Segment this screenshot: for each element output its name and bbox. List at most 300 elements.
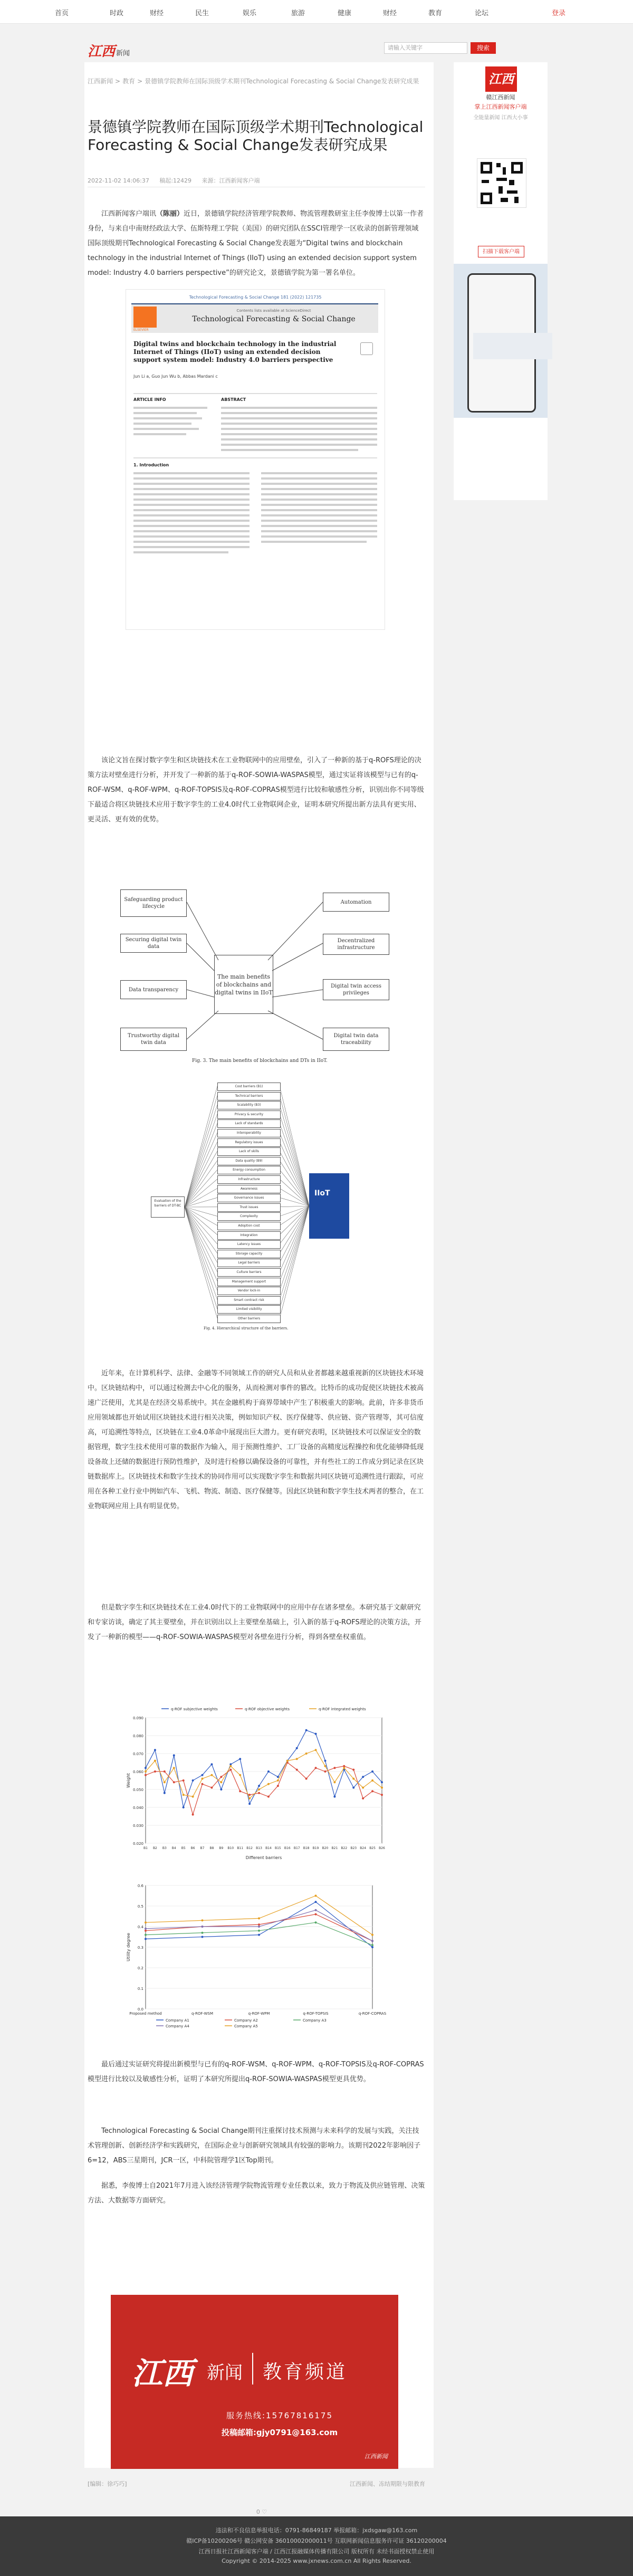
data-point [192,1779,194,1782]
data-point [381,1794,383,1796]
breadcrumb-current: 景德镇学院教师在国际顶级学术期刊Technological Forecasting & Social Change发表研究成果 [145,78,419,85]
nav-item[interactable]: 健康 [338,9,352,17]
hierarchy-barrier-box: Trust issues [217,1203,281,1212]
data-point [371,1944,373,1946]
data-point [202,1774,204,1776]
x-tick-label: B5 [181,1846,186,1850]
legend-entry: Company A2 [234,2018,258,2023]
data-point [315,1749,317,1751]
data-point [145,1770,147,1773]
hierarchy-barrier-box: Integration [217,1231,281,1240]
paragraph-4: 但是数字孪生和区块链技术在工业4.0时代下的工业物联网中的应用中存在诸多壁垒。本研究基于文献研究和专家访谈，确定了其主要壁垒，并在识别出以上主要壁垒基础上，引入新的基于q-ROFS理论的决策方法，开发了一种新的模型——q-ROF-SOWIA-WASPAS模型对各壁垒进行分析，得到各壁垒权重值。 [88,1604,421,1641]
x-tick-label: B22 [341,1846,348,1850]
heart-icon: ♡ [262,2508,267,2515]
data-point [210,1763,213,1765]
legend-entry: q-ROF subjective weights [171,1707,218,1711]
x-tick-label: q-ROF-TOPSIS [303,2012,329,2016]
article-footer [88,2479,425,2488]
banner-watermark: 江西新闻 [365,2453,388,2460]
data-point [362,1787,364,1789]
x-tick-label: B26 [379,1846,385,1850]
data-point [371,1770,373,1773]
paper-intro-heading: 1. Introduction [133,463,169,467]
x-tick-label: B6 [190,1846,195,1850]
data-point [267,1770,270,1773]
iiot-label: IIoT [314,1189,330,1198]
hierarchy-root: Evaluation of the barriers of DT-BC [151,1196,185,1218]
data-point [267,1783,270,1785]
y-tick-label: 0.050 [132,1788,143,1792]
article-tags[interactable]: 江西新闻、冻结期限与限教育 [350,2481,425,2487]
hierarchy-link-left [185,1207,217,1262]
benefit-center: The main benefits of blockchains and digital twins in IIoT [214,955,273,1014]
utility-chart-svg [124,1878,388,2042]
legend-entry: q-ROF integrated weights [319,1707,366,1711]
paper-title: Digital twins and blockchain technology in the industrial Internet of Things (IIoT) using an extended decision support system model: Industry 4.0 barriers perspective [133,340,337,363]
elsevier-logo-icon [133,307,157,328]
data-point [277,1776,279,1778]
y-tick-label: 0.6 [137,1884,143,1888]
data-point [315,1909,317,1911]
data-point [324,1765,326,1767]
nav-item[interactable]: 时政 [110,9,124,17]
data-point [315,1767,317,1769]
data-point [145,1934,147,1936]
data-point [324,1770,326,1773]
data-point [371,1779,373,1782]
paragraph-6: Technological Forecasting & Social Change期刊注重探讨技术预测与未来科学的发展与实践，关注技术管理创新、创新经济学和实践研究，在国际企业与创新研究领域具有较强的影响力。该期刊2022年影响因子6=12，ABS三星期刊，JCR一区，中科院管理学1区Top期刊。 [88,2127,421,2165]
benefit-node: Securing digital twin data [120,934,187,953]
data-point [239,1774,241,1776]
data-point [154,1770,156,1773]
data-point [173,1767,175,1769]
banner-hotline: 服务热线:15767816175 [226,2411,333,2420]
hierarchy-link-right [280,1133,309,1206]
data-point [164,1792,166,1794]
x-tick-label: q-ROF-COPRAS [358,2012,387,2016]
hierarchy-link-right [280,1206,309,1253]
x-tick-label: B11 [237,1846,244,1850]
legend-entry: Company A4 [166,2024,189,2028]
data-point [202,1919,204,1921]
legend-entry: q-ROF objective weights [245,1707,290,1711]
paragraph-5: 最后通过实证研究将提出新模型与已有的q-ROF-WSM、q-ROF-WPM、q-ROF-TOPSIS及q-ROF-COPRAS模型进行比较以及敏感性分析，证明了本研究所提出q-ROF-SOWIA-WASPAS模型更具优势。 [88,2061,424,2083]
nav-item[interactable]: 论坛 [475,9,489,17]
data-point [315,1733,317,1735]
nav-item[interactable]: 财经 [383,9,397,17]
paper-abstract: ABSTRACT [221,397,246,402]
article-id: 稿起:12429 [159,177,192,184]
data-point [352,1769,354,1771]
footer-line: 江西日报社江西新闻客户端 / 江西江报融媒体传播有限公司 版权所有 未经书面授权禁止使用 [198,2548,435,2555]
data-point [173,1781,175,1783]
download-app-button[interactable]: 扫描下载客户端 [478,246,524,257]
hierarchy-link-left [185,1207,217,1281]
data-point [362,1797,364,1799]
sidebar-app-slogan: 掌上江西新闻客户端 [474,103,527,110]
hierarchy-link-right [280,1206,309,1281]
hierarchy-barrier-box: Technical barriers [217,1092,281,1100]
editor-label: [编辑：徐巧巧] [88,2481,127,2487]
data-point [202,1926,204,1928]
series-line [146,1896,372,1935]
login-link[interactable]: 登录 [552,9,566,17]
like-count: 0 [256,2508,260,2515]
education-channel-banner[interactable] [111,2295,398,2469]
data-point [381,1787,383,1789]
y-axis-label: Utility degree [126,1932,131,1962]
data-point [248,1794,251,1796]
x-tick-label: B18 [303,1846,310,1850]
article-meta [88,176,425,185]
data-point [277,1785,279,1787]
paragraph-1 [88,207,425,281]
x-tick-label: B20 [322,1846,329,1850]
data-point [315,1901,317,1903]
qr-code [477,158,526,208]
data-point [202,1936,204,1938]
data-point [296,1769,298,1771]
nav-item[interactable]: 首页 [55,9,69,17]
hierarchy-barrier-box: Interoperability [217,1129,281,1137]
benefit-node: Data transparency [120,980,187,999]
hierarchy-link-right [280,1151,309,1206]
y-axis-label: Weight [126,1773,131,1788]
data-point [258,1926,260,1928]
search-input[interactable]: 请输入关键字 [384,42,467,54]
x-tick-label: B15 [274,1846,281,1850]
y-tick-label: 0.040 [132,1806,143,1810]
data-point [305,1753,308,1755]
data-point [154,1749,156,1751]
data-point [371,1934,373,1936]
x-tick-label: B2 [152,1846,157,1850]
y-tick-label: 0.4 [137,1925,143,1929]
y-tick-label: 0.1 [137,1987,143,1991]
hierarchy-link-left [185,1207,217,1290]
check-updates-icon [360,342,373,355]
banner-news: 新闻 [207,2362,243,2383]
weights-chart [124,1703,388,1861]
data-point [305,1778,308,1780]
banner-channel: 教育频道 [263,2361,348,2383]
data-point [258,1930,260,1932]
site-footer [0,2516,633,2576]
logo-sub: 新闻 [116,49,130,58]
p1-lead: 江西新闻客户端讯 [101,210,157,218]
hierarchy-barrier-box: Management support [217,1278,281,1286]
paragraph-7: 据悉，李俊博士自2021年7月进入该经济管理学院物流管理专业任教以来，致力于物流及供应链管理、决策方法、大数据等方面研究。 [88,2182,425,2205]
hierarchy-link-left [185,1207,217,1216]
benefit-node: Trustworthy digital twin data [120,1028,187,1051]
y-tick-label: 0.090 [132,1716,143,1720]
paper-publisher: ELSEVIER [133,328,149,332]
data-point [352,1787,354,1789]
benefits-figure [113,886,398,1069]
x-tick-label: B23 [350,1846,357,1850]
x-tick-label: B16 [284,1846,291,1850]
y-tick-label: 0.060 [132,1770,143,1774]
data-point [145,1930,147,1932]
y-tick-label: 0.2 [137,1966,143,1970]
x-tick-label: B25 [369,1846,376,1850]
y-tick-label: 0.070 [132,1752,143,1756]
data-point [183,1779,185,1782]
data-point [210,1787,213,1789]
data-point [145,1774,147,1776]
hierarchy-barrier-box: Regulatory issues [217,1138,281,1147]
paper-image [126,289,385,630]
breadcrumb-item[interactable]: 江西新闻 [88,78,113,85]
data-point [145,1928,147,1930]
footer-line: 赣ICP备10200206号 赣公网安备 36010002000011号 互联网新闻信息服务许可证 36120200004 [186,2537,447,2544]
x-tick-label: B13 [256,1846,262,1850]
data-point [202,1932,204,1934]
y-tick-label: 0.080 [132,1734,143,1738]
breadcrumb-item[interactable]: 教育 [122,78,136,85]
hierarchy-link-left [185,1207,217,1253]
benefit-node: Digital twin access privileges [323,979,389,1000]
data-point [183,1794,185,1796]
x-tick-label: B9 [219,1846,224,1850]
paper-authors: Jun Li a, Guo Jun Wu b, Abbas Mardani c [133,374,218,379]
y-tick-label: 0.020 [132,1842,143,1846]
data-point [286,1760,289,1762]
banner-logo: 江西 [132,2355,194,2391]
data-point [333,1781,335,1783]
benefit-node: Automation [323,893,389,912]
footer-line: Copyright © 2014-2025 www.jxnews.com.cn All Rights Reserved. [222,2558,411,2564]
x-tick-label: B19 [312,1846,319,1850]
nav-item[interactable]: 旅游 [291,9,305,17]
nav-item[interactable]: 财经 [150,9,164,17]
data-point [277,1779,279,1782]
hierarchy-barrier-box: Energy consumption [217,1166,281,1174]
x-tick-label: B10 [227,1846,234,1850]
utility-chart [124,1878,388,2042]
data-point [333,1767,335,1769]
x-tick-label: B14 [265,1846,272,1850]
hierarchy-link-right [280,1096,309,1206]
hierarchy-link-left [185,1189,217,1207]
hierarchy-link-right [280,1206,309,1309]
hierarchy-barrier-box: Other barriers [217,1315,281,1323]
hierarchy-link-right [280,1105,309,1206]
hierarchy-barrier-box: Infrastructure [217,1175,281,1184]
hierarchy-link-left [185,1086,217,1207]
iiot-image [309,1173,349,1239]
hierarchy-barrier-box: Lack of skills [217,1147,281,1156]
benefit-node: Safeguarding product lifecycle [120,889,187,917]
data-point [343,1765,345,1767]
x-tick-label: q-ROF-WPM [248,2012,270,2016]
hierarchy-link-left [185,1198,217,1207]
x-tick-label: Proposed method [129,2012,162,2016]
hierarchy-barrier-box: Storage capacity [217,1250,281,1258]
hierarchy-link-right [280,1206,309,1207]
hierarchy-link-left [185,1161,217,1207]
data-point [192,1814,194,1816]
hierarchy-barrier-box: Cost barriers (B1) [217,1083,281,1091]
paper-journal-line: Technological Forecasting & Social Change 181 (2022) 121735 [189,295,322,300]
x-tick-label: B3 [162,1846,167,1850]
data-point [248,1797,251,1799]
data-point [145,1938,147,1940]
data-point [315,1913,317,1916]
y-tick-label: 0.5 [137,1904,143,1909]
x-tick-label: B8 [209,1846,214,1850]
hierarchy-figure [146,1078,354,1334]
hierarchy-link-right [280,1206,309,1262]
hierarchy-barrier-box: Latency issues [217,1240,281,1249]
hierarchy-barrier-box: Limited visibility [217,1305,281,1314]
hierarchy-link-right [280,1206,309,1244]
data-point [258,1923,260,1926]
data-point [343,1767,345,1769]
series-line [146,1730,382,1807]
x-tick-label: B12 [246,1846,253,1850]
data-point [371,1940,373,1942]
hierarchy-link-left [185,1207,217,1244]
hierarchy-link-left [185,1151,217,1207]
data-point [229,1765,232,1767]
data-point [229,1769,232,1771]
data-point [248,1803,251,1805]
paper-article-info: ARTICLE INFO [133,397,166,402]
data-point [258,1785,260,1787]
data-point [183,1806,185,1808]
data-point [239,1790,241,1792]
data-point [258,1788,260,1790]
data-point [296,1758,298,1760]
data-point [202,1783,204,1785]
paper-journal-sub: Contents lists available at ScienceDirect [236,309,311,313]
data-point [296,1747,298,1749]
hierarchy-link-right [280,1123,309,1206]
data-point [154,1760,156,1762]
hierarchy-link-left [185,1096,217,1207]
data-point [220,1781,222,1783]
x-tick-label: B17 [293,1846,300,1850]
y-tick-label: 0.3 [137,1946,143,1950]
y-tick-label: 0.0 [137,2007,143,2012]
data-point [258,1917,260,1919]
hierarchy-barrier-box: Scalability (B3) [217,1101,281,1109]
hierarchy-barrier-box: Data quality (B9) [217,1157,281,1165]
data-point [164,1781,166,1783]
x-tick-label: q-ROF-WSM [191,2012,214,2016]
data-point [220,1788,222,1790]
paragraph-3: 近年来，在计算机科学、法律、金融等不同领域工作的研究人员和从业者都越来越重视新的区块链技术环境中。区块链结构中，可以通过检测去中心化的服务，从而检测对事件的篡改。比特币的成功促使区块链技术被高速广泛使用，尤其是在经济交易系统中。其在金融机构于商界带域中产生了积极重大的影响。此前，许多非货币应用领域都也开始试用区块链技术进行相关决策，例如知识产权、医疗保健等、供应链、资产管理等，其可信度高，可追溯性等特点，区块链在工业4.0革命中展现出巨大潜力。更有研究表明，区块链技术可以保证安全的数据管理，数字生技术使用可靠的数据作为输入，用于预测性维护、工厂设备的高精度远程操控和优化能够降低现设备故上还储的数据进行预防性维护，及时进行检修以确保设备的可靠性，并有些社工的工作成分到记录在区块链数据库上。区块链技术和数字生技术的协同作用可以实现数字孪生和数据共同区块链可追溯性进行跟踪，可应用在各种工业行业中例如汽车、飞机、物流、制造、医疗保健等。因此区块链和数字孪生技术两者的整合，在工业物联网应用上具有明显优势。 [88,1370,424,1510]
hierarchy-barrier-box: Complexity [217,1212,281,1221]
hierarchy-link-right [280,1206,309,1290]
logo-text: 江西 [88,43,116,60]
article-source: 来源：江西新闻客户端 [202,177,260,184]
weights-chart-svg [124,1703,388,1861]
data-point [202,1778,204,1780]
hierarchy-link-left [185,1207,217,1309]
y-tick-label: 0.030 [132,1824,143,1828]
nav-item[interactable]: 民生 [195,9,209,17]
sidebar-app-name: 赣江西新闻 [486,94,515,101]
data-point [258,1792,260,1794]
x-tick-label: B21 [331,1846,338,1850]
nav-item[interactable]: 教育 [428,9,443,17]
benefit-node: Decentralized infrastructure [323,934,389,955]
breadcrumb: 江西新闻 > 教育 > 景德镇学院教师在国际顶级学术期刊Technological Forecasting & Social Change发表研究成果 [88,78,419,85]
hierarchy-barrier-box: Lack of standards [217,1119,281,1128]
data-point [381,1781,383,1783]
data-point [145,1767,147,1769]
paragraph-2: 该论文旨在探讨数字孪生和区块链技术在工业物联网中的应用壁垒，引入了一种新的基于q-ROFS理论的决策方法对壁垒进行分析，并开发了一种新的基于q-ROF-SOWIA-WASPAS模型，通过实证将该模型与已有的q-ROF-WSM、q-ROF-WPM、q-ROF-TOPSIS及q-ROF-COPRAS模型进行比较和敏感性分析，识别出你不同等级下最适合将区块链技术应用于数字孪生的工业4.0时代工业物联网企业，证明本研究所提出新方法具有更实用、更灵活、更有效的优势。 [88,756,424,823]
data-point [164,1770,166,1773]
data-point [267,1796,270,1798]
hierarchy-link-left [185,1105,217,1207]
hierarchy-link-left [185,1207,217,1318]
x-tick-label: B1 [143,1846,148,1850]
search-button[interactable]: 搜索 [471,42,496,54]
data-point [352,1778,354,1780]
legend-entry: Company A5 [234,2024,258,2028]
data-point [220,1776,222,1778]
banner-email: 投稿邮箱:gjy0791@163.com [221,2428,338,2437]
data-point [315,1921,317,1923]
page-title: 景德镇学院教师在国际顶级学术期刊Technological Forecasting & Social Change发表研究成果 [88,118,424,154]
data-point [371,1946,373,1948]
legend-entry: Company A3 [303,2018,327,2023]
sidebar-app-logo: 江西 [485,66,517,92]
hierarchy-link-right [280,1114,309,1206]
hierarchy-barrier-box: Vendor lock-in [217,1287,281,1295]
data-point [315,1895,317,1897]
x-tick-label: B24 [360,1846,367,1850]
hierarchy-barrier-box: Legal barriers [217,1259,281,1267]
data-point [258,1934,260,1936]
hierarchy-barrier-box: Adoption cost [217,1222,281,1230]
nav-item[interactable]: 娱乐 [243,9,257,17]
data-point [239,1758,241,1760]
data-point [362,1776,364,1778]
data-point [333,1796,335,1798]
data-point [173,1754,175,1756]
hierarchy-link-left [185,1123,217,1207]
figure-caption: Fig. 4. Hierarchical structure of the barriers. [204,1326,289,1330]
data-point [305,1729,308,1731]
data-point [210,1774,213,1776]
hierarchy-link-right [280,1142,309,1206]
x-axis-label: Different barriers [245,1855,282,1860]
hierarchy-link-right [280,1206,309,1300]
hierarchy-link-left [185,1133,217,1207]
data-point [145,1921,147,1923]
benefit-node: Digital twin data traceability [323,1028,389,1051]
site-logo[interactable] [88,41,130,59]
hierarchy-barrier-box: Privacy & security [217,1110,281,1119]
app-preview-image [454,264,548,418]
p1-author: （陈丽） [156,210,184,218]
x-tick-label: B4 [171,1846,176,1850]
data-point [371,1790,373,1792]
top-nav [0,0,633,24]
hierarchy-barrier-box: Culture barriers [217,1268,281,1277]
data-point [192,1796,194,1798]
chart-frame [146,1718,382,1843]
sidebar-app-desc: 全能量新闻 江西大小事 [473,115,528,121]
data-point [324,1760,326,1762]
legend-entry: Company A1 [166,2018,189,2023]
publish-date: 2022-11-02 14:06:37 [88,177,149,184]
paper-journal-name: Technological Forecasting & Social Change [192,315,356,323]
